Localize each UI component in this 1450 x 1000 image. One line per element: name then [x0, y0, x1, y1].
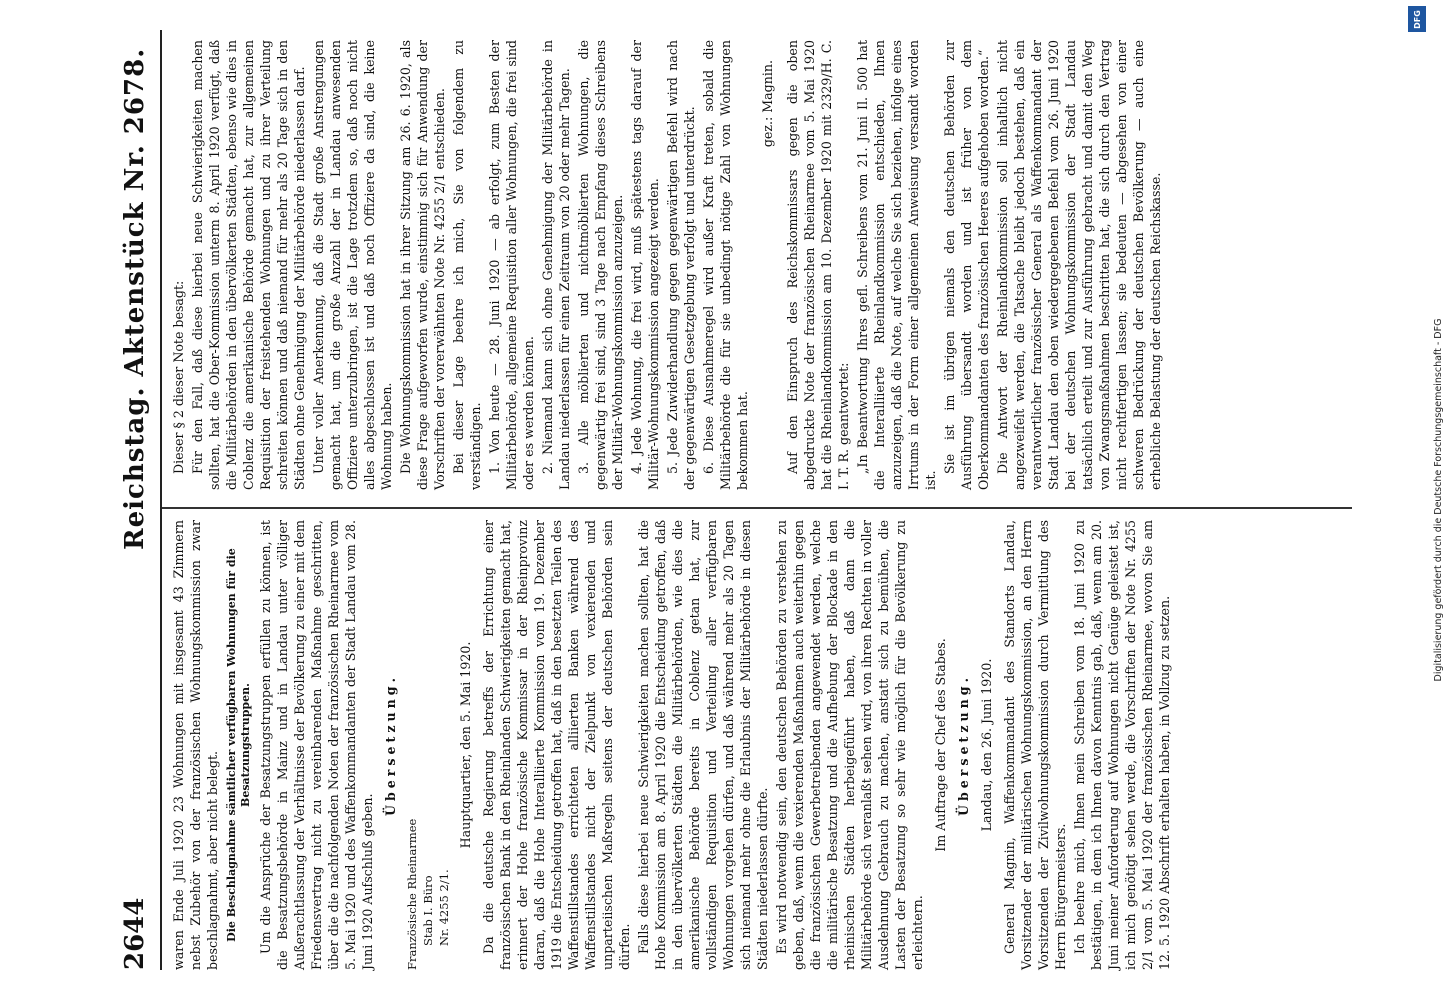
section-heading: Die Beschlagnahme sämtlicher verfügbaren Wohnungen für die Besatzungstruppen.	[225, 548, 252, 942]
list-item: 2. Niemand kann sich ohne Genehmigung der Militärbehörde in Landau niederlassen für einen Zeitraum von 20 oder mehr Tagen.	[540, 40, 572, 490]
paragraph: Bei dieser Lage beehre ich mich, Sie von folgendem zu verständigen.	[451, 40, 483, 490]
quoted-paragraph: Sie ist im übrigen niemals den deutschen Behörden zur Ausführung übersandt worden und ist früher von dem Oberkommandanten des französischen Heeres aufgehoben worden.“	[942, 40, 991, 490]
list-item: 4. Jede Wohnung, die frei wird, muß spätestens tags darauf der Militär-Wohnungskommission angezeigt werden.	[629, 40, 661, 490]
list-item: 1. Von heute — 28. Juni 1920 — ab erfolgt, zum Besten der Militärbehörde, allgemeine Requisition aller Wohnungen, die frei sind oder es werden können.	[487, 40, 536, 490]
paragraph: Auf den Einspruch des Reichskommissars gegen die oben abgedruckte Note der französischen Rheinarmee vom 5. Mai 1920 hat die Rheinlandkommission am 10. Dezember 1920 mit 2329/H. C. I. T. R. geantwortet:	[785, 40, 851, 490]
page-header	[114, 30, 162, 970]
signature: gez.: Magnin.	[760, 60, 775, 148]
digitization-credit	[1406, 0, 1444, 1000]
paragraph: Es wird notwendig sein, den deutschen Behörden zu verstehen zu geben, daß, wenn die vexierenden Maßnahmen auch weiterhin gegen die französischen Gewerbetreibenden angewendet werden, welche die militärische Besatzung und die Aufhebung der Blockade in den rheinischen Städten herbeigeführt haben, daß dann die Militärbehörde sich veranlaßt sehen wird, von ihren Rechten in voller Ausdehnung Gebrauch zu machen, anstatt sich zu bemühen, die Lasten der Besatzung so sehr wie möglich für die Bevölkerung zu erleichtern.	[774, 520, 925, 970]
paragraph: Die Wohnungskommission hat in ihrer Sitzung am 26. 6. 1920, als diese Frage aufgeworfen wurde, einstimmig sich für Anwendung der Vorschriften der vorerwähnten Note Nr. 4255 2/1 entschieden.	[398, 40, 447, 490]
list-item: 3. Alle möblierten und nichtmöblierten Wohnungen, die gegenwärtig frei sind, sind 3 Tage nach Empfang dieses Schreibens der Militär-Wohnungskommission anzuzeigen.	[576, 40, 625, 490]
reference-number: Nr. 4255 2/1.	[437, 869, 451, 946]
quoted-paragraph: „In Beantwortung Ihres gefl. Schreibens vom 21. Juni Il. 500 hat die Interalliierte Rheinlandkommission entschieden, Ihnen anzuzeigen, daß die Note, auf welche Sie sich beziehen, infolge eines Irrtums in der Form einer allgemeinen Anweisung versandt worden ist.	[855, 40, 938, 490]
paragraph: Dieser § 2 dieser Note besagt:	[171, 280, 186, 474]
scanned-page	[100, 0, 1400, 1000]
quoted-paragraph: Für den Fall, daß diese hierbei neue Schwierigkeiten machen sollten, hat die Ober-Kommission unterm 8. April 1920 verfügt, daß die Militärbehörden in den übervölkerten Städten, ebenso wie dies in Coblenz die amerikanische Behörde gemacht hat, zur allgemeinen Requisition der freistehenden Wohnungen und zu ihrer Verteilung schreiten können und daß niemand für mehr als 20 Tage sich in den Städten ohne Genehmigung der Militärbehörde niederlassen darf.	[190, 40, 307, 490]
right-column	[170, 40, 1360, 490]
list-item: 6. Diese Ausnahmeregel wird außer Kraft treten, sobald die Militärbehörde die für sie unbedingt nötige Zahl von Wohnungen bekommen hat.	[701, 40, 750, 490]
paragraph: Um die Ansprüche der Besatzungstruppen erfüllen zu können, ist die Besatzungsbehörde in Mainz und in Landau unter völliger Außerachtlassung der Verhältnisse der Bevölkerung zu einer mit dem Friedensvertrag nicht zu vereinbarenden Maßnahme geschritten, über die die nachfolgenden Noten der französischen Rheinarmee vom 5. Mai 1920 und des Waffenkommandanten der Stadt Landau vom 28. Juni 1920 Aufschluß geben.	[258, 520, 375, 970]
list-item: 5. Jede Zuwiderhandlung gegen gegenwärtigen Befehl wird nach der gegenwärtigen Gesetzgebung verfolgt und unterdrückt.	[665, 40, 697, 490]
paragraph: Falls diese hierbei neue Schwierigkeiten machen sollten, hat die Hohe Kommission am 8. April 1920 die Entscheidung getroffen, daß in den übervölkerten Städten die Militärbehörden, wie dies die amerikanische Behörde bereits in Coblenz getan hat, zur vollständigen Requisition und Verteilung aller verfügbaren Wohnungen vorgehen dürfen, und daß während mehr als 20 Tagen sich niemand mehr ohne die Erlaubnis der Militärbehörde in diesen Städten niederlassen dürfte.	[636, 520, 770, 970]
left-column	[170, 520, 1360, 970]
running-title: Reichstag. Aktenstück Nr. 2678.	[120, 47, 150, 550]
signoff: Im Auftrage der Chef des Stabes.	[933, 638, 948, 852]
section-heading: Übersetzung.	[956, 674, 971, 817]
paragraph: waren Ende Juli 1920 23 Wohnungen mit insgesamt 43 Zimmern nebst Zubehör von der französischen Wohnungskommission zwar beschlagnahmt, aber nicht belegt.	[171, 520, 220, 970]
page-number: 2644	[120, 897, 150, 970]
dateline: Landau, den 26. Juni 1920.	[979, 658, 994, 832]
sender-line: Französische Rheinarmee	[405, 818, 419, 970]
dfg-logo-text: DFG	[1412, 9, 1422, 29]
sender-line: Stab I. Büro	[421, 875, 435, 946]
section-heading: Übersetzung.	[383, 674, 398, 817]
paragraph: General Magnin, Waffenkommandant des Standorts Landau, Vorsitzender der militärischen Wohnungskommission, an den Herrn Vorsitzenden der Zivilwohnungskommission durch Vermittlung des Herrn Bürgermeisters.	[1002, 520, 1068, 970]
paragraph: Ich beehre mich, Ihnen mein Schreiben vom 18. Juni 1920 zu bestätigen, in dem ich Ihnen davon Kenntnis gab, daß, wenn am 20. Juni meiner Anforderung auf Wohnungen nicht Genüge geleistet ist, ich mich genötigt sehen werde, die Vorschriften der Note Nr. 4255 2/1 vom 5. Mai 1920 der französischen Rheinarmee, wovon Sie am 12. 5. 1920 Abschrift erhalten haben, in Vollzug zu setzen.	[1072, 520, 1172, 970]
credit-text: Digitalisierung gefördert durch die Deutsche Forschungsgemeinschaft - DFG	[1433, 318, 1444, 682]
column-divider	[162, 507, 1352, 509]
paragraph: Die Antwort der Rheinlandkommission soll inhaltlich nicht angezweifelt werden, die Tatsache bleibt jedoch bestehen, daß ein verantwortlicher französischer General als Waffenkommandant der Stadt Landau den oben wiedergegebenen Befehl vom 26. Juni 1920 bei der deutschen Wohnungskommission der Stadt Landau tatsächlich erteilt und zur Ausführung gebracht und damit den Weg von Zwangsmaßnahmen beschritten hat, die sich durch den Vertrag nicht rechtfertigen lassen; sie bedeuten — abgesehen von einer schweren Bedrückung der deutschen Bevölkerung — auch eine erhebliche Belastung der deutschen Reichskasse.	[995, 40, 1163, 490]
dfg-logo	[1408, 6, 1426, 32]
dateline: Hauptquartier, den 5. Mai 1920.	[458, 641, 473, 849]
paragraph: Da die deutsche Regierung betreffs der Errichtung einer französischen Bank in den Rheinlanden Schwierigkeiten gemacht hat, erinnert der Hohe französische Kommissar in der Rheinprovinz daran, daß die Hohe Interalliierte Kommission vom 19. Dezember 1919 die Entscheidung getroffen hat, daß in den besetzten Teilen des Waffenstillstandes errichteten alliierten Banken während des Waffenstillstandes nicht der Zielpunkt von vexierenden und unparteiischen Maßregeln seitens der deutschen Behörden sein dürfen.	[481, 520, 632, 970]
paragraph: Unter voller Anerkennung, daß die Stadt große Anstrengungen gemacht hat, um die große Anzahl der in Landau anwesenden Offiziere unterzubringen, ist die Lage trotzdem so, daß noch nicht alles abgeschlossen ist und daß noch Offiziere da sind, die keine Wohnung haben.	[311, 40, 394, 490]
